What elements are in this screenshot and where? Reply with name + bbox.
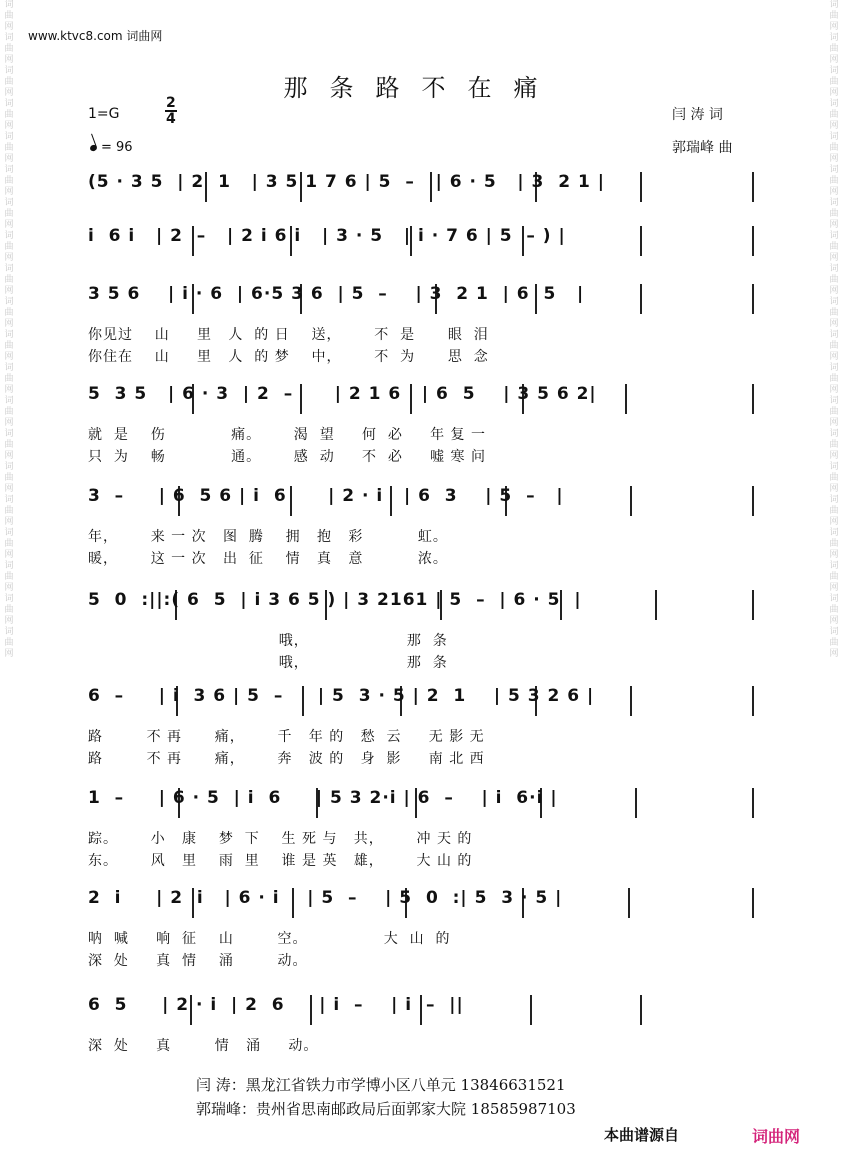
watermark-glyph: 曲	[4, 539, 14, 549]
watermark-glyph: 曲	[4, 638, 14, 648]
barline	[630, 686, 632, 716]
barline	[640, 226, 642, 256]
barline	[630, 486, 632, 516]
lyric-line-2: 你住在 山 里 人 的 梦 中， 不 为 思 念	[88, 349, 489, 365]
watermark-glyph: 词	[829, 429, 839, 439]
watermark-glyph: 曲	[4, 407, 14, 417]
barline	[640, 172, 642, 202]
watermark-glyph: 曲	[829, 572, 839, 582]
barline	[752, 788, 754, 818]
watermark-glyph: 网	[4, 385, 14, 395]
watermark-glyph: 网	[829, 220, 839, 230]
notation-line: 6 – | i 3 6 | 5 – | 5 3 · 5 | 2 1 | 5 3 2 6 |	[88, 686, 595, 706]
watermark-glyph: 曲	[829, 638, 839, 648]
watermark-glyph: 词	[829, 396, 839, 406]
barline	[640, 995, 642, 1025]
watermark-glyph: 词	[829, 0, 839, 10]
watermark-glyph: 词	[4, 198, 14, 208]
watermark-glyph: 网	[4, 649, 14, 659]
watermark-glyph: 网	[4, 484, 14, 494]
watermark-glyph: 网	[829, 550, 839, 560]
song-title: 那条路不在痛	[283, 74, 560, 102]
watermark-glyph: 曲	[829, 209, 839, 219]
watermark-glyph: 曲	[4, 11, 14, 21]
watermark-glyph: 网	[4, 616, 14, 626]
watermark-glyph: 词	[829, 594, 839, 604]
notation-line: 6 5 | 2 · i | 2 6 | i – | i – ||	[88, 995, 464, 1015]
lyric-line-1: 路 不 再 痛， 千 年 的 愁 云 无 影 无	[88, 729, 485, 745]
watermark-glyph: 曲	[4, 44, 14, 54]
notation-line: 3 – | 6 5 6 | i 6 | 2 · i | 6 3 | 5 – |	[88, 486, 564, 506]
watermark-glyph: 网	[829, 484, 839, 494]
watermark-glyph: 词	[4, 627, 14, 637]
watermark-glyph: 词	[4, 0, 14, 10]
watermark-glyph: 网	[4, 550, 14, 560]
watermark-glyph: 网	[829, 22, 839, 32]
watermark-glyph: 网	[829, 352, 839, 362]
watermark-glyph: 网	[4, 22, 14, 32]
watermark-glyph: 曲	[829, 341, 839, 351]
watermark-glyph: 曲	[829, 539, 839, 549]
watermark-glyph: 曲	[829, 308, 839, 318]
barline	[752, 172, 754, 202]
barline	[752, 226, 754, 256]
notation-line: 5 3 5 | 6 · 3 | 2 – | 2 1 6 | 6 5 | 3 5 6 2|	[88, 384, 597, 404]
composer-credit: 郭瑞峰 曲	[672, 140, 733, 156]
watermark-glyph: 词	[4, 99, 14, 109]
time-sig-top: 2	[166, 95, 176, 111]
watermark-glyph: 曲	[829, 407, 839, 417]
watermark-glyph: 词	[4, 165, 14, 175]
tempo-mark	[90, 140, 133, 155]
watermark-glyph: 词	[829, 231, 839, 241]
watermark-glyph: 词	[4, 396, 14, 406]
time-sig-bottom: 4	[166, 111, 176, 127]
watermark-glyph: 词	[4, 429, 14, 439]
watermark-glyph: 曲	[4, 341, 14, 351]
watermark-glyph: 网	[4, 286, 14, 296]
watermark-glyph: 网	[829, 385, 839, 395]
barline	[752, 384, 754, 414]
watermark-glyph: 词	[829, 297, 839, 307]
notation-line: 2 i | 2 i | 6 · i | 5 – | 5 0 :| 5 3 · 5 |	[88, 888, 563, 908]
watermark-glyph: 网	[829, 649, 839, 659]
watermark-glyph: 词	[4, 363, 14, 373]
watermark-glyph: 曲	[4, 572, 14, 582]
barline	[752, 284, 754, 314]
watermark-glyph: 网	[4, 319, 14, 329]
watermark-glyph: 网	[829, 253, 839, 263]
source-label: 本曲谱源自	[604, 1126, 680, 1144]
lyric-line-2: 只 为 畅 通。 感 动 不 必 嘘 寒 问	[88, 449, 487, 465]
barline	[655, 590, 657, 620]
watermark-glyph: 曲	[4, 77, 14, 87]
watermark-glyph: 曲	[4, 143, 14, 153]
lyric-line-2: 路 不 再 痛， 奔 波 的 身 影 南 北 西	[88, 751, 485, 767]
site-url[interactable]: www.ktvc8.com 词曲网	[28, 29, 163, 43]
watermark-glyph: 曲	[4, 308, 14, 318]
lyric-line-2: 东。 风 里 雨 里 谁 是 英 雄， 大 山 的	[88, 853, 473, 869]
notation-line: 5 0 :||:( 6 5 | i 3 6 5 ) | 3 2161 | 5 – | 6 · 5 |	[88, 590, 582, 610]
lyric-line-2: 深 处 真 情 涌 动。	[88, 953, 308, 969]
watermark-glyph: 曲	[829, 275, 839, 285]
watermark-glyph: 词	[4, 330, 14, 340]
quarter-note-icon	[89, 144, 98, 152]
watermark-glyph: 网	[4, 253, 14, 263]
watermark-glyph: 词	[829, 198, 839, 208]
watermark-glyph: 网	[829, 517, 839, 527]
watermark-glyph: 网	[829, 286, 839, 296]
tempo-value: = 96	[101, 140, 133, 155]
watermark-glyph: 曲	[829, 473, 839, 483]
watermark-glyph: 网	[829, 583, 839, 593]
key-signature: 1=G	[88, 106, 120, 122]
watermark-glyph: 网	[4, 418, 14, 428]
watermark-glyph: 曲	[4, 110, 14, 120]
watermark-glyph: 网	[4, 451, 14, 461]
watermark-glyph: 词	[829, 33, 839, 43]
watermark-glyph: 曲	[4, 605, 14, 615]
watermark-glyph: 词	[4, 561, 14, 571]
watermark-glyph: 词	[4, 528, 14, 538]
address-block	[196, 1073, 576, 1121]
watermark-glyph: 词	[829, 330, 839, 340]
watermark-glyph: 网	[4, 187, 14, 197]
barline	[635, 788, 637, 818]
barline	[752, 686, 754, 716]
watermark-glyph: 网	[4, 220, 14, 230]
notation-line: (5 · 3 5 | 2 1 | 3 5 1 7 6 | 5 – | 6 · 5 | 3 2 1 |	[88, 172, 605, 192]
watermark-glyph: 词	[4, 33, 14, 43]
watermark-glyph: 曲	[829, 242, 839, 252]
watermark-glyph: 词	[4, 264, 14, 274]
watermark-glyph: 曲	[829, 11, 839, 21]
address-composer: 郭瑞峰：贵州省思南邮政局后面郭家大院 18585987103	[196, 1100, 576, 1118]
barline	[640, 284, 642, 314]
watermark-glyph: 网	[4, 352, 14, 362]
watermark-glyph: 曲	[829, 44, 839, 54]
watermark-glyph: 网	[829, 88, 839, 98]
lyric-line-2: 暖， 这 一 次 出 征 情 真 意 浓。	[88, 551, 448, 567]
lyric-line-1: 深 处 真 情 涌 动。	[88, 1038, 319, 1054]
notation-line: i 6 i | 2 – | 2 i 6 i | 3 · 5 | i · 7 6 | 5 – ) |	[88, 226, 566, 246]
watermark-glyph: 网	[829, 451, 839, 461]
watermark-glyph: 曲	[4, 275, 14, 285]
watermark-glyph: 词	[4, 66, 14, 76]
watermark-glyph: 词	[4, 495, 14, 505]
watermark-glyph: 网	[829, 418, 839, 428]
watermark-glyph: 曲	[829, 143, 839, 153]
watermark-glyph: 曲	[4, 440, 14, 450]
watermark-glyph: 网	[4, 517, 14, 527]
lyric-line-1: 踪。 小 康 梦 下 生 死 与 共， 冲 天 的	[88, 831, 473, 847]
notation-line: 1 – | 6 · 5 | i 6 | 5 3 2·i | 6 – | i 6·i |	[88, 788, 558, 808]
watermark-glyph: 网	[829, 154, 839, 164]
watermark-glyph: 词	[829, 528, 839, 538]
watermark-glyph: 词	[829, 627, 839, 637]
watermark-glyph: 曲	[829, 440, 839, 450]
watermark-glyph: 词	[829, 561, 839, 571]
watermark-glyph: 曲	[4, 209, 14, 219]
watermark-glyph: 曲	[829, 110, 839, 120]
time-signature	[165, 96, 177, 126]
watermark-glyph: 词	[829, 66, 839, 76]
barline	[752, 486, 754, 516]
barline	[628, 888, 630, 918]
watermark-glyph: 词	[829, 363, 839, 373]
lyricist-credit: 闫 涛 词	[672, 107, 723, 123]
watermark-glyph: 曲	[829, 605, 839, 615]
barline	[530, 995, 532, 1025]
watermark-glyph: 网	[4, 154, 14, 164]
watermark-glyph: 曲	[829, 374, 839, 384]
watermark-glyph: 词	[829, 165, 839, 175]
watermark-glyph: 网	[829, 55, 839, 65]
watermark-glyph: 词	[4, 462, 14, 472]
watermark-glyph: 曲	[4, 473, 14, 483]
watermark-glyph: 网	[4, 583, 14, 593]
lyric-line-1: 哦， 那 条	[88, 633, 448, 649]
watermark-glyph: 词	[829, 462, 839, 472]
barline	[752, 888, 754, 918]
barline	[752, 590, 754, 620]
watermark-glyph: 曲	[829, 176, 839, 186]
watermark-glyph: 词	[4, 231, 14, 241]
lyric-line-1: 就 是 伤 痛。 渴 望 何 必 年 复 一	[88, 427, 487, 443]
watermark-glyph: 词	[829, 99, 839, 109]
address-lyricist: 闫 涛：黑龙江省铁力市学博小区八单元 13846631521	[196, 1076, 566, 1094]
watermark-glyph: 曲	[4, 176, 14, 186]
watermark-glyph: 曲	[4, 506, 14, 516]
watermark-glyph: 曲	[4, 374, 14, 384]
brand-link[interactable]: 词曲网	[752, 1127, 801, 1146]
lyric-line-1: 你见过 山 里 人 的 日 送， 不 是 眼 泪	[88, 327, 489, 343]
watermark-glyph: 曲	[829, 77, 839, 87]
watermark-glyph: 网	[829, 616, 839, 626]
watermark-glyph: 词	[4, 132, 14, 142]
watermark-glyph: 网	[4, 88, 14, 98]
watermark-glyph: 曲	[4, 242, 14, 252]
lyric-line-2: 哦， 那 条	[88, 655, 448, 671]
watermark-glyph: 网	[4, 55, 14, 65]
lyric-line-1: 呐 喊 响 征 山 空。 大 山 的	[88, 931, 451, 947]
watermark-glyph: 词	[4, 594, 14, 604]
watermark-glyph: 词	[829, 132, 839, 142]
watermark-glyph: 网	[829, 319, 839, 329]
watermark-glyph: 网	[829, 187, 839, 197]
watermark-glyph: 网	[4, 121, 14, 131]
watermark-glyph: 曲	[829, 506, 839, 516]
notation-line: 3 5 6 | i · 6 | 6·5 3 6 | 5 – | 3 2 1 | 6 5 |	[88, 284, 585, 304]
watermark-glyph: 词	[829, 264, 839, 274]
watermark-glyph: 词	[4, 297, 14, 307]
watermark-glyph: 网	[829, 121, 839, 131]
lyric-line-1: 年， 来 一 次 图 腾 拥 抱 彩 虹。	[88, 529, 448, 545]
barline	[625, 384, 627, 414]
watermark-glyph: 词	[829, 495, 839, 505]
